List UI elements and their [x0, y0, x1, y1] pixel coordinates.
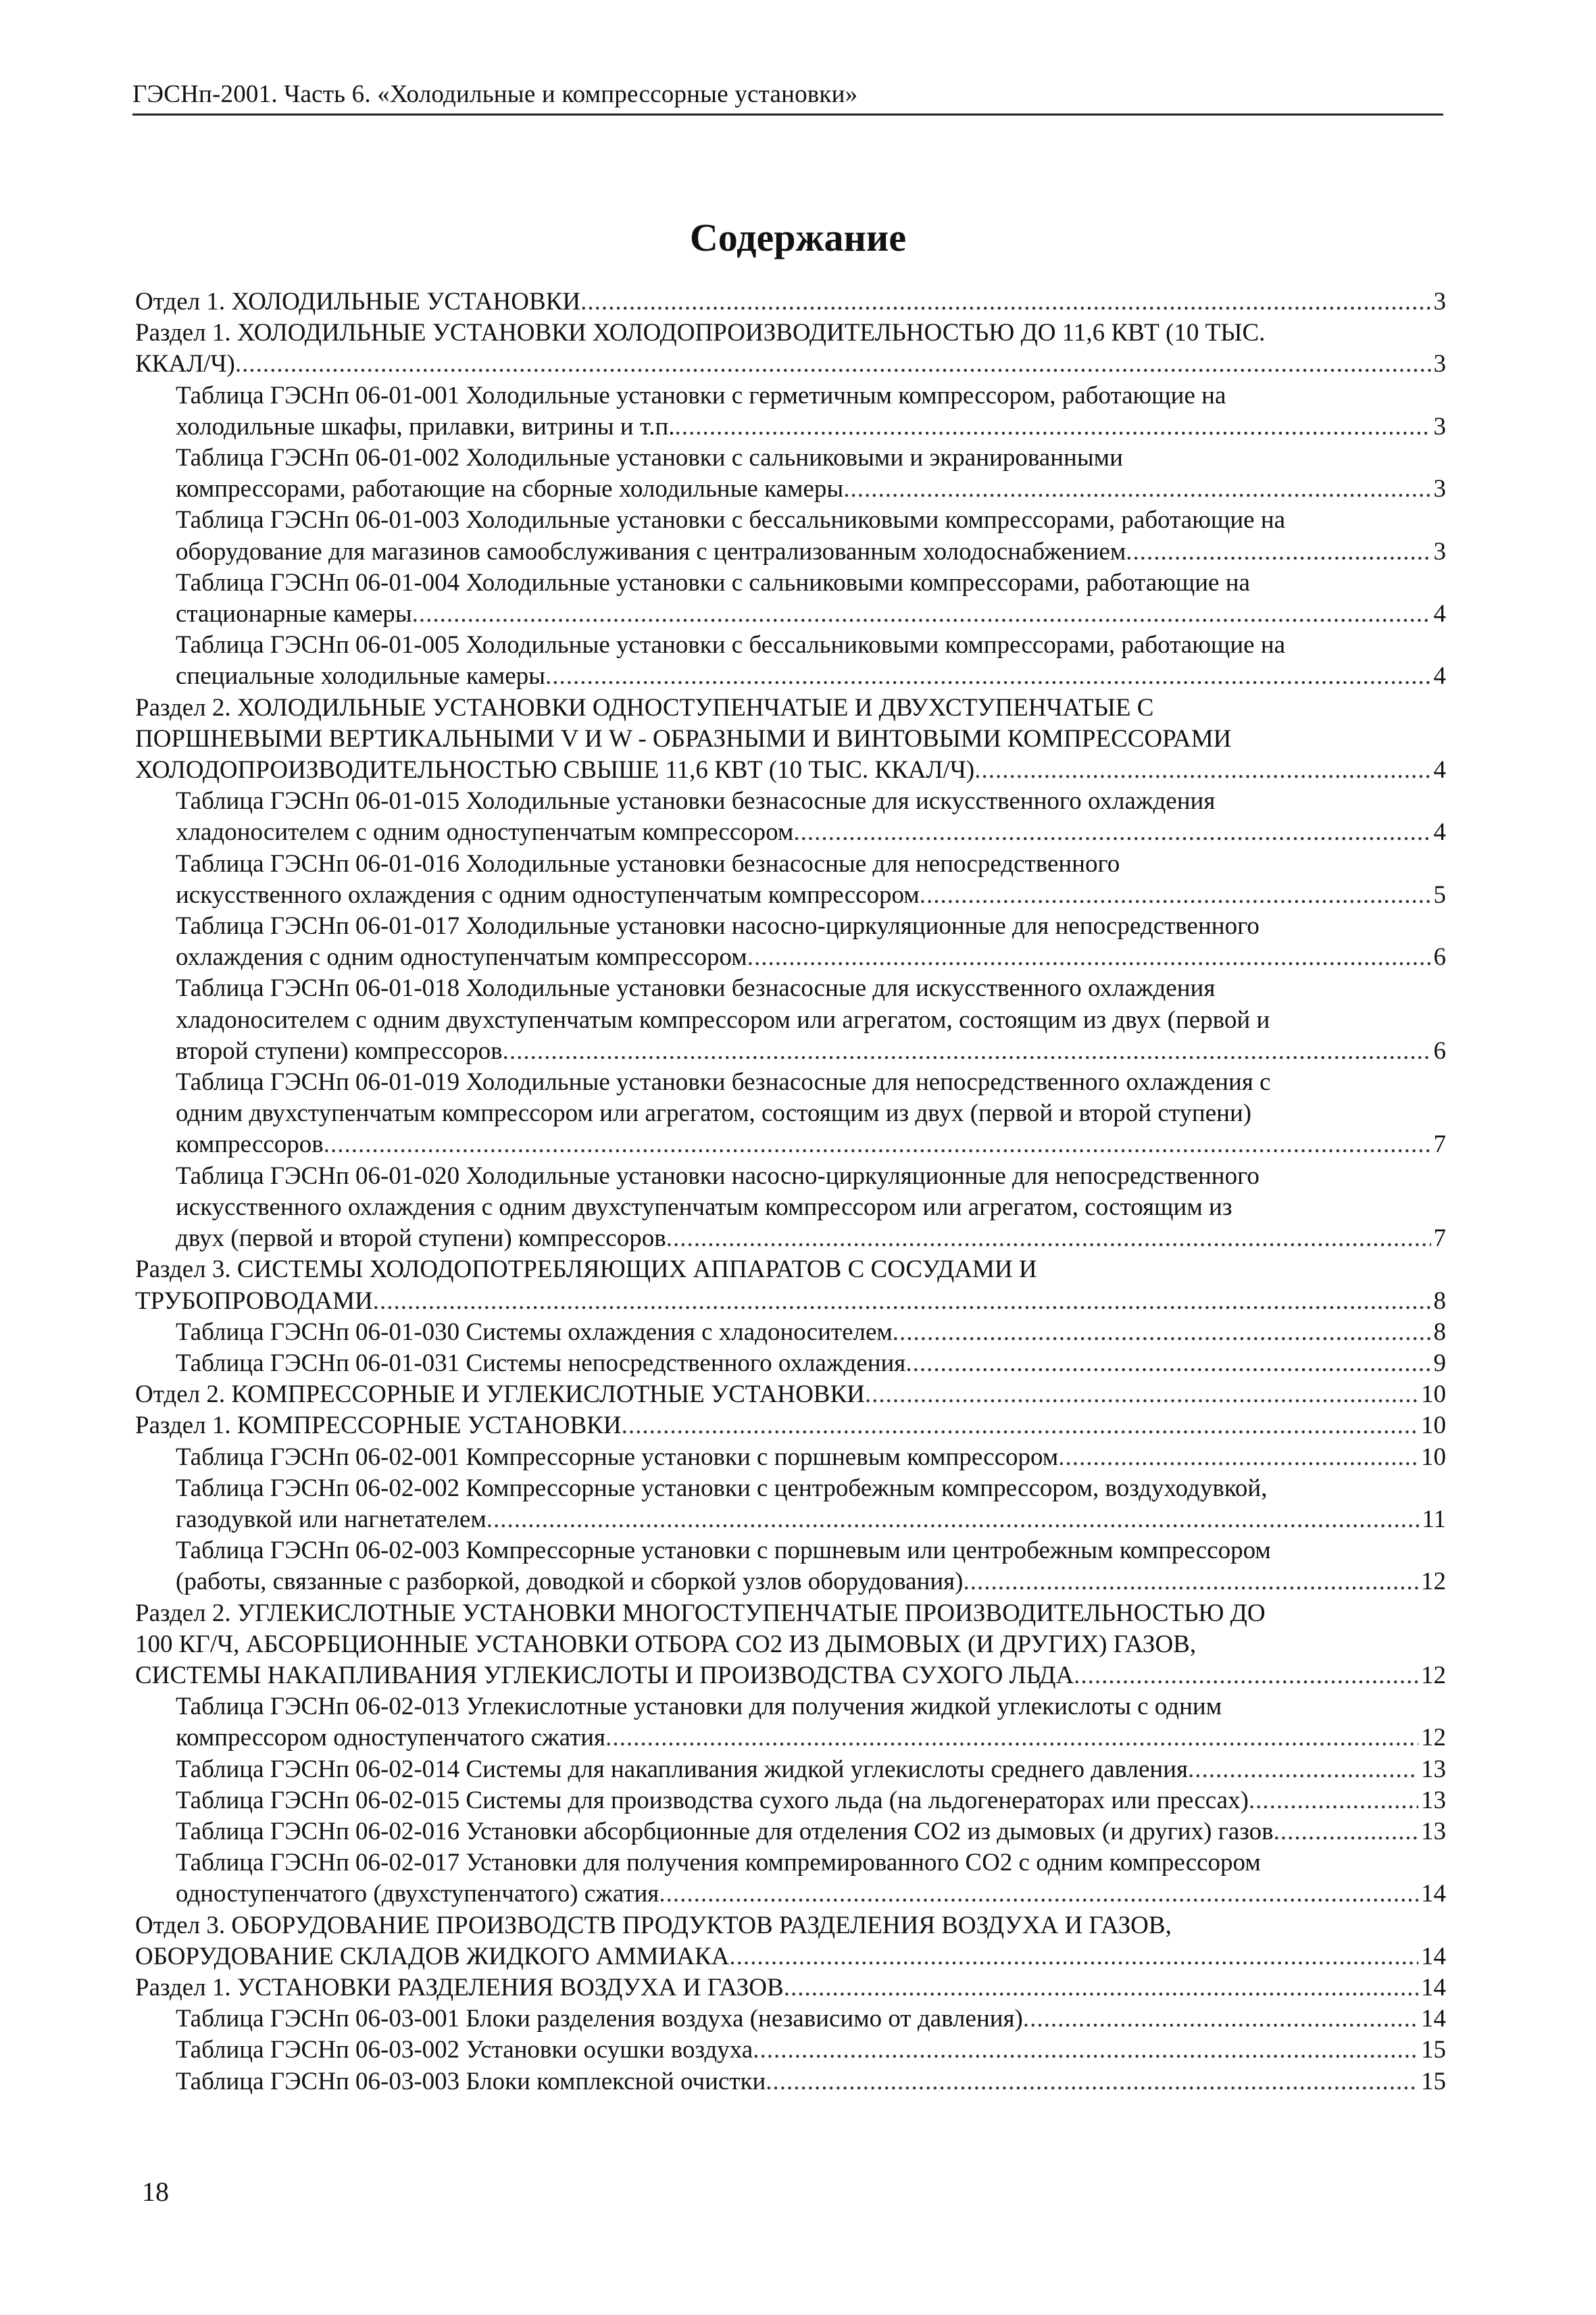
toc-entry-last-line — [176, 1504, 1446, 1535]
toc-entry-last-line — [176, 1878, 1446, 1910]
page-number: 18 — [142, 2176, 169, 2207]
toc-entry-text-line: Таблица ГЭСНп 06-02-002 Компрессорные установки с центробежным компрессором, воздуходувкой, — [176, 1474, 1268, 1502]
toc-entry-last-line — [176, 817, 1446, 848]
toc-entry-text-line: Таблица ГЭСНп 06-02-013 Углекислотные установки для получения жидкой углекислоты с одним — [176, 1693, 1222, 1721]
toc-entry-last-line — [135, 1972, 1446, 2003]
toc-entry-text-line: Раздел 3. СИСТЕМЫ ХОЛОДОПОТРЕБЛЯЮЩИХ АППАРАТОВ С СОСУДАМИ И — [135, 1255, 1037, 1284]
toc-entry-text-line: Таблица ГЭСНп 06-01-017 Холодильные установки насосно-циркуляционные для непосредственного — [176, 912, 1260, 941]
dot-leader — [235, 349, 1431, 380]
dot-leader — [793, 817, 1430, 848]
toc-entry-last-line — [176, 474, 1446, 505]
toc-entry-text-line: Таблица ГЭСНп 06-01-015 Холодильные установки безнасосные для искусственного охлаждения — [176, 787, 1216, 816]
toc-page-number: 5 — [1433, 880, 1446, 909]
toc-page-number: 10 — [1421, 1380, 1446, 1409]
toc-entry-text-line: Раздел 2. УГЛЕКИСЛОТНЫЕ УСТАНОВКИ МНОГОСТУПЕНЧАТЫЕ ПРОИЗВОДИТЕЛЬНОСТЬЮ ДО — [135, 1599, 1266, 1627]
dot-leader — [766, 2066, 1418, 2097]
toc-entry-last-line — [135, 1286, 1446, 1317]
toc-entry-last-line — [135, 1379, 1446, 1410]
toc-entry-text-line: Таблица ГЭСНп 06-01-001 Холодильные установки с герметичным компрессором, работающие на — [176, 381, 1226, 409]
toc-section-entry[interactable] — [135, 1410, 1446, 1441]
dot-leader — [666, 1223, 1431, 1254]
toc-table-entry[interactable] — [135, 505, 1446, 567]
toc-entry-last-line — [135, 1660, 1446, 1691]
toc-table-entry[interactable] — [135, 443, 1446, 505]
toc-entry-text-line: ПОРШНЕВЫМИ ВЕРТИКАЛЬНЫМИ V И W - ОБРАЗНЫМИ И ВИНТОВЫМИ КОМПРЕССОРАМИ — [135, 724, 1232, 753]
toc-section-entry[interactable] — [135, 1598, 1446, 1692]
toc-entry-text: искусственного охлаждения с одним одноступенчатым компрессором — [176, 880, 920, 909]
dot-leader — [373, 1286, 1431, 1317]
dot-leader — [1126, 537, 1430, 568]
toc-page-number: 14 — [1421, 1880, 1446, 1908]
toc-page-number: 13 — [1421, 1786, 1446, 1814]
toc-entry-text: газодувкой или нагнетателем — [176, 1505, 487, 1533]
toc-table-entry[interactable] — [135, 568, 1446, 630]
toc-entry-text: двух (первой и второй ступени) компрессоров — [176, 1224, 666, 1253]
dot-leader — [324, 1129, 1431, 1160]
toc-entry-last-line — [176, 1816, 1446, 1847]
toc-entry-text: одноступенчатого (двухступенчатого) сжатия — [176, 1880, 659, 1908]
toc-page-number: 15 — [1421, 2036, 1446, 2064]
toc-page-number: 6 — [1433, 943, 1446, 972]
dot-leader — [1058, 1442, 1418, 1473]
dot-leader — [580, 287, 1430, 318]
dot-leader — [605, 1722, 1418, 1753]
page-title: Содержание — [689, 216, 907, 259]
toc-page-number: 3 — [1433, 350, 1446, 378]
toc-entry-text-line: хладоносителем с одним двухступенчатым компрессором или агрегатом, состоящим из двух (первой и — [176, 1005, 1270, 1034]
toc-table-entry[interactable] — [135, 2035, 1446, 2066]
toc-entry-text: компрессорами, работающие на сборные холодильные камеры — [176, 475, 844, 503]
toc-table-entry[interactable] — [135, 1161, 1446, 1255]
dot-leader — [1188, 1754, 1418, 1785]
toc-entry-text: Таблица ГЭСНп 06-01-031 Системы непосредственного охлаждения — [176, 1349, 906, 1377]
toc-page-number: 7 — [1433, 1224, 1446, 1253]
toc-entry-last-line — [176, 1223, 1446, 1254]
toc-entry-text: Таблица ГЭСНп 06-02-016 Установки абсорбционные для отделения СО2 из дымовых (и других) газов — [176, 1817, 1274, 1845]
toc-page-number: 13 — [1421, 1817, 1446, 1845]
toc-page-number: 9 — [1433, 1349, 1446, 1377]
toc-table-entry[interactable] — [135, 1442, 1446, 1473]
toc-page-number: 3 — [1433, 288, 1446, 316]
toc-page-number: 15 — [1421, 2067, 1446, 2095]
toc-entry-last-line — [176, 1722, 1446, 1753]
toc-section-entry[interactable] — [135, 1910, 1446, 1972]
toc-entry-text-line: Таблица ГЭСНп 06-01-005 Холодильные установки с бессальниковыми компрессорами, работающие на — [176, 631, 1286, 659]
dot-leader — [963, 1566, 1418, 1597]
toc-entry-last-line — [176, 1036, 1446, 1067]
toc-section-entry[interactable] — [135, 318, 1446, 380]
toc-entry-last-line — [176, 942, 1446, 973]
toc-entry-text-line: Раздел 2. ХОЛОДИЛЬНЫЕ УСТАНОВКИ ОДНОСТУПЕНЧАТЫЕ И ДВУХСТУПЕНЧАТЫЕ С — [135, 693, 1154, 722]
toc-entry-text: Отдел 1. ХОЛОДИЛЬНЫЕ УСТАНОВКИ — [135, 288, 581, 316]
toc-entry-last-line — [176, 2066, 1446, 2097]
toc-entry-last-line — [176, 2003, 1446, 2035]
toc-table-entry[interactable] — [135, 1754, 1446, 1785]
toc-page-number: 7 — [1433, 1130, 1446, 1159]
toc-entry-text: ККАЛ/Ч) — [135, 350, 235, 378]
toc-page-number: 14 — [1421, 2005, 1446, 2033]
dot-leader — [659, 1878, 1418, 1910]
toc-entry-text: Таблица ГЭСНп 06-03-001 Блоки разделения воздуха (независимо от давления) — [176, 2005, 1023, 2033]
toc-page-number: 12 — [1421, 1568, 1446, 1596]
toc-page-number: 14 — [1421, 1942, 1446, 1970]
dot-leader — [1074, 1660, 1418, 1691]
toc-entry-last-line — [135, 755, 1446, 786]
dot-leader — [893, 1317, 1431, 1348]
toc-entry-last-line — [176, 537, 1446, 568]
toc-table-entry[interactable] — [135, 786, 1446, 848]
dot-leader — [412, 599, 1431, 630]
toc-table-entry[interactable] — [135, 911, 1446, 973]
toc-section-entry[interactable] — [135, 1972, 1446, 2003]
toc-page-number: 3 — [1433, 537, 1446, 566]
toc-entry-text-line: Отдел 3. ОБОРУДОВАНИЕ ПРОИЗВОДСТВ ПРОДУКТОВ РАЗДЕЛЕНИЯ ВОЗДУХА И ГАЗОВ, — [135, 1911, 1172, 1939]
toc-entry-last-line — [176, 412, 1446, 443]
toc-table-entry[interactable] — [135, 1785, 1446, 1816]
toc-section-entry[interactable] — [135, 1379, 1446, 1410]
toc-entry-last-line — [135, 1941, 1446, 1972]
toc-entry-text: компрессоров — [176, 1130, 324, 1159]
toc-page-number: 8 — [1433, 1287, 1446, 1315]
toc-entry-text: хладоносителем с одним одноступенчатым компрессором — [176, 818, 794, 847]
toc-entry-last-line — [176, 1129, 1446, 1160]
dot-leader — [1023, 2003, 1418, 2035]
dot-leader — [843, 474, 1430, 505]
toc-entry-text: Таблица ГЭСНп 06-01-030 Системы охлаждения с хладоносителем — [176, 1318, 893, 1346]
toc-entry-text-line: одним двухступенчатым компрессором или агрегатом, состоящим из двух (первой и второй ступени) — [176, 1099, 1252, 1128]
toc-page-number: 3 — [1433, 412, 1446, 441]
toc-entry-text: Таблица ГЭСНп 06-03-003 Блоки комплексной очистки — [176, 2067, 766, 2095]
toc-entry-last-line — [176, 661, 1446, 692]
toc-page-number: 10 — [1421, 1443, 1446, 1471]
toc-entry-text: ОБОРУДОВАНИЕ СКЛАДОВ ЖИДКОГО АММИАКА — [135, 1942, 730, 1970]
toc-table-entry[interactable] — [135, 1847, 1446, 1910]
dot-leader — [905, 1348, 1430, 1379]
toc-entry-text-line: Таблица ГЭСНп 06-01-004 Холодильные установки с сальниковыми компрессорами, работающие на — [176, 568, 1250, 597]
toc-entry-text: Таблица ГЭСНп 06-03-002 Установки осушки воздуха — [176, 2036, 753, 2064]
toc-entry-text: СИСТЕМЫ НАКАПЛИВАНИЯ УГЛЕКИСЛОТЫ И ПРОИЗВОДСТВА СУХОГО ЛЬДА — [135, 1661, 1074, 1689]
toc-table-entry[interactable] — [135, 630, 1446, 692]
toc-table-entry[interactable] — [135, 849, 1446, 911]
dot-leader — [784, 1972, 1418, 2003]
toc-entry-text-line: Таблица ГЭСНп 06-01-003 Холодильные установки с бессальниковыми компрессорами, работающие на — [176, 506, 1286, 534]
toc-entry-text: Таблица ГЭСНп 06-02-015 Системы для производства сухого льда (на льдогенераторах или прессах) — [176, 1786, 1249, 1814]
header-rule — [132, 114, 1443, 116]
toc-entry-text: Раздел 1. КОМПРЕССОРНЫЕ УСТАНОВКИ — [135, 1412, 622, 1440]
dot-leader — [974, 755, 1430, 786]
dot-leader — [503, 1036, 1431, 1067]
toc-entry-text: оборудование для магазинов самообслуживания с централизованным холодоснабжением — [176, 537, 1126, 566]
toc-entry-text: холодильные шкафы, прилавки, витрины и т.п. — [176, 412, 675, 441]
toc-entry-last-line — [135, 1410, 1446, 1441]
toc-page-number: 14 — [1421, 1973, 1446, 2001]
toc-entry-text-line: Раздел 1. ХОЛОДИЛЬНЫЕ УСТАНОВКИ ХОЛОДОПРОИЗВОДИТЕЛЬНОСТЬЮ ДО 11,6 КВТ (10 ТЫС. — [135, 319, 1266, 347]
toc-entry-last-line — [135, 287, 1446, 318]
toc-entry-text-line: Таблица ГЭСНп 06-01-020 Холодильные установки насосно-циркуляционные для непосредственного — [176, 1162, 1260, 1190]
toc-page-number: 4 — [1433, 818, 1446, 847]
toc-entry-text: Таблица ГЭСНп 06-02-001 Компрессорные установки с поршневым компрессором — [176, 1443, 1059, 1471]
toc-table-entry[interactable] — [135, 380, 1446, 443]
dot-leader — [487, 1504, 1420, 1535]
toc-entry-last-line — [176, 1785, 1446, 1816]
dot-leader — [545, 661, 1431, 692]
toc-page-number: 4 — [1433, 600, 1446, 628]
toc-table-entry[interactable] — [135, 1816, 1446, 1847]
dot-leader — [1249, 1785, 1418, 1816]
toc-table-entry[interactable] — [135, 1348, 1446, 1379]
toc-entry-last-line — [176, 1754, 1446, 1785]
toc-entry-text-line: Таблица ГЭСНп 06-01-002 Холодильные установки с сальниковыми и экранированными — [176, 444, 1123, 472]
toc-entry-text: охлаждения с одним одноступенчатым компрессором — [176, 943, 747, 972]
toc-entry-text: (работы, связанные с разборкой, доводкой и сборкой узлов оборудования) — [176, 1568, 964, 1596]
toc-entry-text: Таблица ГЭСНп 06-02-014 Системы для накапливания жидкой углекислоты среднего давления — [176, 1755, 1189, 1783]
toc-entry-last-line — [176, 599, 1446, 630]
toc-entry-text-line: Таблица ГЭСНп 06-02-017 Установки для получения компремированного СО2 с одним компрессором — [176, 1849, 1261, 1877]
toc-page-number: 11 — [1422, 1505, 1446, 1533]
toc-table-entry[interactable] — [135, 1317, 1446, 1348]
toc-entry-text: Раздел 1. УСТАНОВКИ РАЗДЕЛЕНИЯ ВОЗДУХА И ГАЗОВ — [135, 1973, 784, 2001]
toc-table-entry[interactable] — [135, 1691, 1446, 1753]
dot-leader — [1274, 1816, 1418, 1847]
toc-entry-text: Отдел 2. КОМПРЕССОРНЫЕ И УГЛЕКИСЛОТНЫЕ УСТАНОВКИ — [135, 1380, 865, 1409]
toc-page-number: 3 — [1433, 475, 1446, 503]
toc-entry-text: специальные холодильные камеры — [176, 662, 545, 691]
toc-entry-last-line — [176, 1348, 1446, 1379]
dot-leader — [920, 880, 1431, 911]
toc-entry-last-line — [135, 349, 1446, 380]
toc-page-number: 12 — [1421, 1724, 1446, 1752]
toc-entry-text-line: Таблица ГЭСНп 06-01-019 Холодильные установки безнасосные для непосредственного охлаждения с — [176, 1068, 1271, 1097]
toc-entry-text: ХОЛОДОПРОИЗВОДИТЕЛЬНОСТЬЮ СВЫШЕ 11,6 КВТ (10 ТЫС. ККАЛ/Ч) — [135, 756, 975, 785]
toc-page-number: 8 — [1433, 1318, 1446, 1346]
toc-table-entry[interactable] — [135, 2003, 1446, 2035]
toc-table-entry[interactable] — [135, 1067, 1446, 1161]
toc-entry-text: ТРУБОПРОВОДАМИ — [135, 1287, 373, 1315]
toc-entry-text-line: Таблица ГЭСНп 06-02-003 Компрессорные установки с поршневым или центробежным компрессором — [176, 1537, 1271, 1565]
dot-leader — [729, 1941, 1418, 1972]
toc-entry-text: компрессором одноступенчатого сжатия — [176, 1724, 606, 1752]
toc-entry-text-line: Таблица ГЭСНп 06-01-018 Холодильные установки безнасосные для искусственного охлаждения — [176, 974, 1216, 1003]
toc-page-number: 10 — [1421, 1412, 1446, 1440]
toc-entry-last-line — [176, 1317, 1446, 1348]
toc-table-entry[interactable] — [135, 973, 1446, 1067]
dot-leader — [622, 1410, 1418, 1441]
toc-entry-text: второй ступени) компрессоров — [176, 1037, 503, 1065]
toc-entry-text-line: искусственного охлаждения с одним двухступенчатым компрессором или агрегатом, состоящим из — [176, 1193, 1232, 1221]
dot-leader — [753, 2035, 1418, 2066]
toc-entry-text-line: 100 КГ/Ч, АБСОРБЦИОННЫЕ УСТАНОВКИ ОТБОРА СО2 ИЗ ДЫМОВЫХ (И ДРУГИХ) ГАЗОВ, — [135, 1630, 1197, 1658]
toc-entry-last-line — [176, 1442, 1446, 1473]
running-header: ГЭСНп-2001. Часть 6. «Холодильные и компрессорные установки» — [132, 80, 858, 108]
dot-leader — [675, 412, 1431, 443]
dot-leader — [747, 942, 1431, 973]
toc-entry-text-line: Таблица ГЭСНп 06-01-016 Холодильные установки безнасосные для непосредственного — [176, 849, 1120, 878]
toc-entry-last-line — [176, 1566, 1446, 1597]
toc-section-entry[interactable] — [135, 287, 1446, 318]
toc-page-number: 4 — [1433, 662, 1446, 691]
table-of-contents — [135, 287, 1446, 2097]
toc-page-number: 4 — [1433, 756, 1446, 785]
toc-entry-last-line — [176, 880, 1446, 911]
toc-page-number: 13 — [1421, 1755, 1446, 1783]
toc-section-entry[interactable] — [135, 1254, 1446, 1316]
toc-table-entry[interactable] — [135, 1535, 1446, 1597]
toc-entry-last-line — [176, 2035, 1446, 2066]
toc-table-entry[interactable] — [135, 1473, 1446, 1535]
dot-leader — [865, 1379, 1418, 1410]
toc-entry-text: стационарные камеры — [176, 600, 412, 628]
toc-section-entry[interactable] — [135, 693, 1446, 787]
toc-table-entry[interactable] — [135, 2066, 1446, 2097]
toc-page-number: 12 — [1421, 1661, 1446, 1689]
toc-page-number: 6 — [1433, 1037, 1446, 1065]
